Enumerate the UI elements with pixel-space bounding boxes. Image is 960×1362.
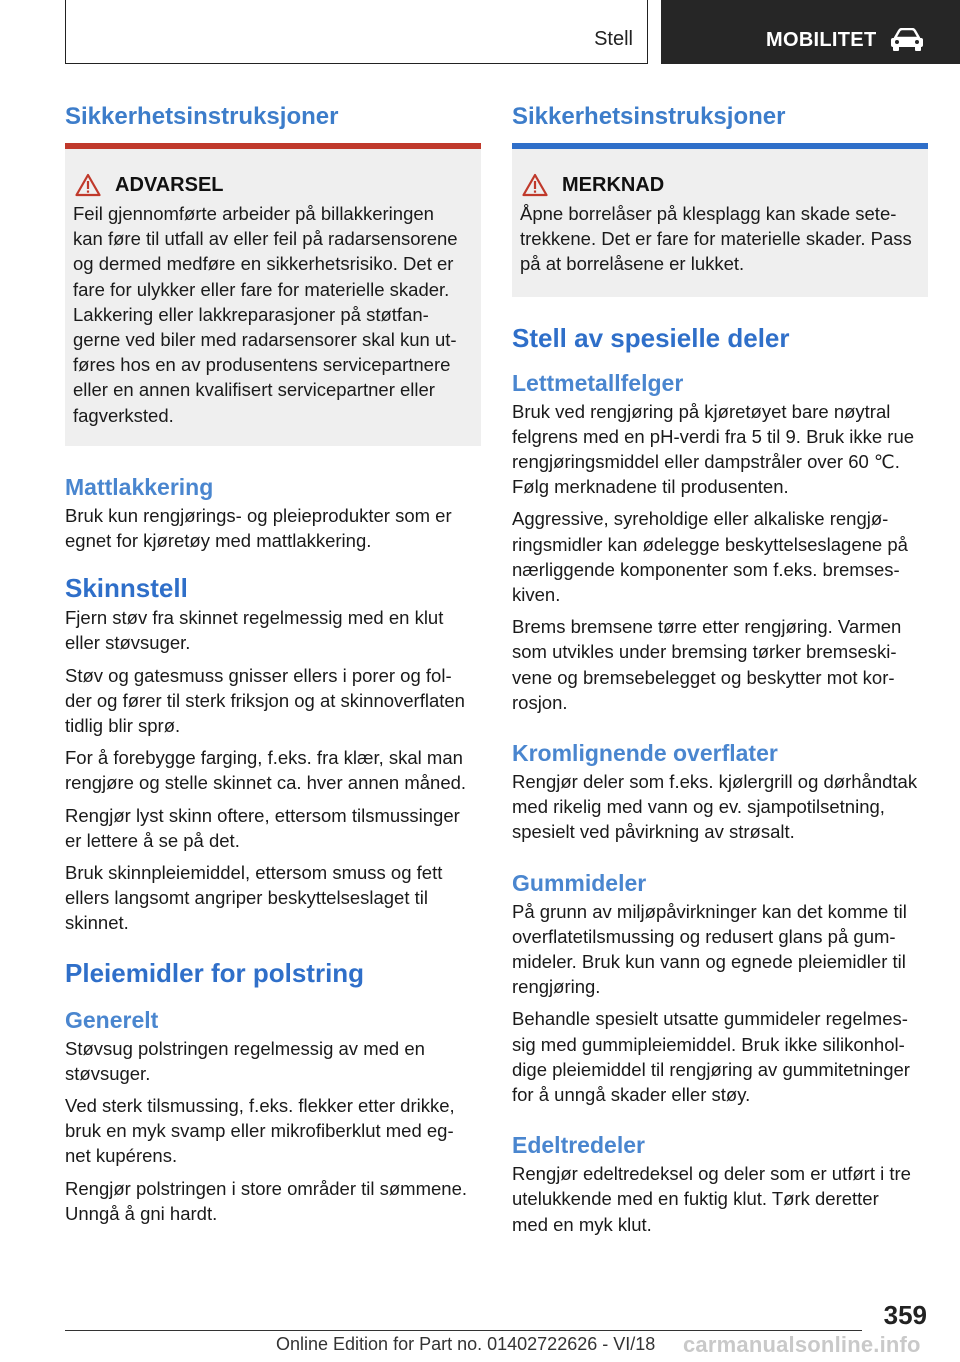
warning-text: Feil gjennomførte arbeider på billakkeringen kan føre til utfall av eller feil på radarsensorene og dermed medføre en sikkerhetsrisiko. Det er fare for ulykker eller fare for materielle skader. Lakkering eller lakkreparasjoner på støtfan- gerne ved biler med radarsensorer skal kun ut- føres hos en av produsentens servicepartnere eller en annen kvalifisert servicepartner eller fagverksted. — [73, 203, 458, 426]
right-column — [512, 100, 928, 1237]
notice-text: Åpne borrelåser på klesplagg kan skade sete- trekkene. Det er fare for materielle skader. Pass på at borrelåsene er lukket. — [520, 203, 912, 275]
header-chapter-tab — [661, 0, 960, 64]
matt-heading: Mattlakkering — [65, 473, 214, 500]
skinn-paragraph: Fjern støv fra skinnet regelmessig med en klut eller støvsuger. — [65, 607, 444, 654]
krom-heading: Kromlignende overflater — [512, 740, 778, 767]
page-number: 359 — [883, 1300, 927, 1330]
polstring-heading: Pleiemidler for polstring — [65, 957, 365, 988]
header-chapter-label: MOBILITET — [766, 29, 877, 51]
skinn-paragraph: For å forebygge farging, f.eks. fra klær, skal man rengjøre og stelle skinnet ca. hver annen måned. — [65, 747, 467, 794]
safety-title: Sikkerhetsinstruksjoner — [512, 103, 786, 130]
warning-box — [65, 149, 481, 446]
warning-triangle-icon — [522, 173, 548, 197]
footer-rule — [65, 1330, 862, 1331]
skinn-paragraph: Bruk skinnpleiemiddel, ettersom smuss og fett ellers langsomt angriper beskyttelseslaget til skinnet. — [65, 862, 443, 934]
matt-text: Bruk kun rengjørings- og pleieprodukter som er egnet for kjøretøy med mattlakkering. — [65, 504, 452, 552]
footer-edition: Online Edition for Part no. 01402722626 - VI/18 — [276, 1334, 656, 1354]
skinn-heading: Skinnstell — [65, 573, 188, 604]
generelt-heading: Generelt — [65, 1006, 159, 1033]
special-heading: Stell av spesielle deler — [512, 322, 790, 353]
edel-paragraph: Rengjør edeltredeksel og deler som er utført i tre utelukkende med en fuktig klut. Tørk deretter med en myk klut. — [512, 1163, 911, 1235]
notice-box — [512, 149, 928, 297]
notice-label: MERKNAD — [562, 173, 665, 196]
polstring-paragraph: Støvsug polstringen regelmessig av med en støvsuger. — [65, 1037, 425, 1084]
skinn-paragraph: Rengjør lyst skinn oftere, ettersom tilsmussinger er lettere å se på det. — [65, 804, 460, 851]
edel-heading: Edeltredeler — [512, 1132, 645, 1159]
krom-paragraph: Rengjør deler som f.eks. kjølergrill og dørhåndtak med rikelig med vann og ev. sjampotilsetning, spesielt ved påvirkning av strøsalt. — [512, 771, 918, 843]
warning-triangle-icon — [75, 173, 101, 197]
car-icon — [889, 28, 925, 52]
left-column — [65, 100, 481, 1226]
gummi-heading: Gummideler — [512, 869, 647, 896]
felger-heading: Lettmetallfelger — [512, 369, 684, 396]
safety-title: Sikkerhetsinstruksjoner — [65, 103, 339, 130]
polstring-paragraph: Rengjør polstringen i store områder til sømmene. Unngå å gni hardt. — [65, 1177, 468, 1224]
polstring-paragraph: Ved sterk tilsmussing, f.eks. flekker etter drikke, bruk en myk svamp eller mikrofiberklut med eg- net kupérens. — [65, 1095, 455, 1167]
warning-label: ADVARSEL — [115, 173, 224, 196]
footer-watermark: carmanualsonline.info — [683, 1332, 921, 1357]
header-section-frame — [65, 0, 648, 64]
felger-paragraph: Aggressive, syreholdige eller alkaliske rengjø- ringsmidler kan ødelegge beskyttelseslagene på nærliggende komponenter som f.eks. bremses- kiven. — [512, 508, 908, 606]
felger-paragraph: Brems bremsene tørre etter rengjøring. Varmen som utvikles under bremsing tørker bremseski- vene og bremsebelegget og beskytter mot kor- rosjon. — [512, 616, 902, 713]
gummi-paragraph: På grunn av miljøpåvirkninger kan det komme til overflatetilsmussing og redusert glans på gum- mideler. Bruk kun vann og egnede pleiemidler til rengjøring. — [512, 900, 907, 998]
felger-paragraph: Bruk ved rengjøring på kjøretøyet bare nøytral felgrens med en pH-verdi fra 5 til 9. Bruk ikke rue rengjøringsmiddel eller dampstråler over 60 ℃. Følg merknadene til produsenten. — [512, 400, 915, 498]
gummi-paragraph: Behandle spesielt utsatte gummideler regelmes- sig med gummipleiemiddel. Bruk ikke silikonhol- dige pleiemiddel til rengjøring av gummitetninger for å unngå skader eller støy. — [512, 1008, 910, 1106]
header-section-label: Stell — [594, 28, 633, 50]
skinn-paragraph: Støv og gatesmuss gnisser ellers i porer og fol- der og fører til sterk friksjon og at skinnoverflaten tidlig blir sprø. — [65, 664, 465, 737]
